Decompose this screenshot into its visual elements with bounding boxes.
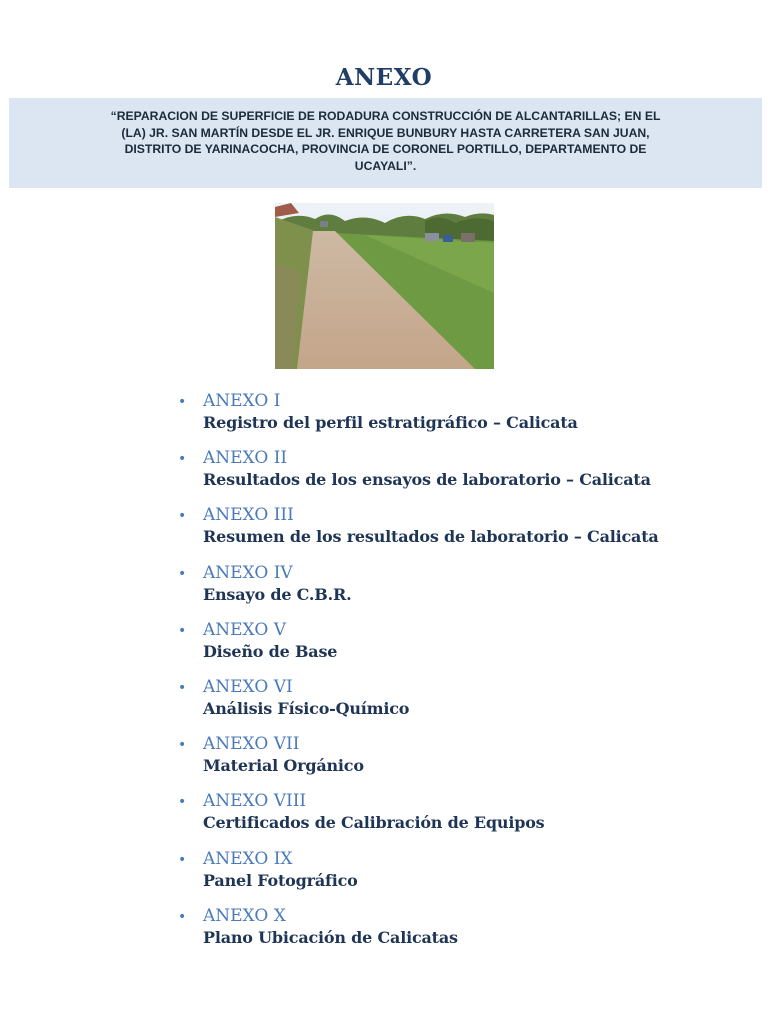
bullet-icon: •	[178, 679, 187, 696]
annex-item	[178, 504, 763, 561]
annex-heading: ANEXO VI	[203, 676, 293, 697]
annex-heading: ANEXO V	[203, 619, 286, 640]
project-banner	[9, 98, 762, 188]
annex-heading: ANEXO III	[203, 505, 294, 526]
annex-heading: ANEXO IX	[203, 848, 293, 869]
annex-item	[178, 848, 763, 905]
bullet-icon: •	[178, 622, 187, 639]
annex-description: Análisis Físico-Químico	[203, 698, 410, 718]
unpaved-road-photo-icon	[275, 203, 494, 369]
annex-description: Panel Fotográfico	[203, 870, 358, 890]
annex-item	[178, 562, 763, 619]
annex-item	[178, 676, 763, 733]
annex-heading: ANEXO X	[203, 905, 286, 926]
annex-heading: ANEXO VII	[203, 734, 300, 755]
bullet-icon: •	[178, 508, 187, 525]
annex-description: Registro del perfil estratigráfico – Calicata	[203, 413, 578, 432]
annex-item	[178, 447, 763, 504]
bullet-icon: •	[178, 394, 187, 410]
annex-heading: ANEXO I	[203, 391, 281, 411]
bullet-icon: •	[178, 794, 187, 811]
annex-item	[178, 905, 763, 962]
annex-list	[178, 390, 763, 962]
annex-heading: ANEXO VIII	[203, 791, 307, 812]
bullet-icon: •	[178, 565, 187, 582]
road-photo	[275, 203, 494, 369]
annex-heading: ANEXO IV	[203, 562, 293, 583]
annex-description: Plano Ubicación de Calicatas	[203, 927, 458, 947]
bullet-icon: •	[178, 851, 187, 868]
annex-item	[178, 790, 763, 847]
annex-item	[178, 619, 763, 676]
annex-description: Resumen de los resultados de laboratorio – Calicata	[203, 527, 659, 547]
bullet-icon: •	[178, 737, 187, 754]
annex-item	[178, 733, 763, 790]
bullet-icon: •	[178, 908, 187, 925]
project-description: “REPARACION DE SUPERFICIE DE RODADURA CONSTRUCCIÓN DE ALCANTARILLAS; EN EL (LA) JR. SAN MARTÍN DESDE EL JR. ENRIQUE BUNBURY HASTA CARRETERA SAN JUAN, DISTRITO DE YARINACOCHA, PROVINCIA DE CORONEL PORTILLO, DEPARTAMENTO DE UCAYALI”.	[110, 109, 661, 173]
annex-item	[178, 390, 763, 447]
annex-description: Certificados de Calibración de Equipos	[203, 813, 545, 833]
page-title: ANEXO	[335, 64, 433, 91]
annex-heading: ANEXO II	[203, 448, 288, 469]
annex-description: Ensayo de C.B.R.	[203, 584, 352, 604]
annex-description: Material Orgánico	[203, 756, 364, 776]
annex-description: Diseño de Base	[203, 641, 338, 661]
bullet-icon: •	[178, 451, 187, 468]
annex-description: Resultados de los ensayos de laboratorio – Calicata	[203, 470, 651, 490]
